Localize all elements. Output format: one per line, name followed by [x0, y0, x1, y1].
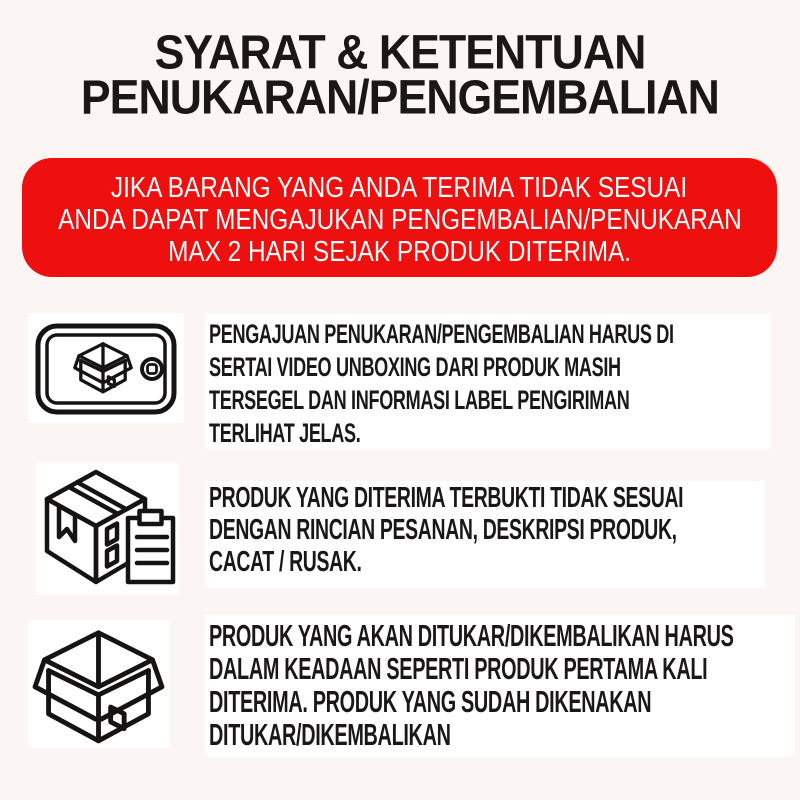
- rule-text-2: [205, 481, 765, 588]
- rule-line: PRODUK YANG AKAN DITUKAR/DIKEMBALIKAN HARUS: [209, 618, 734, 653]
- rule-text-1: [205, 314, 771, 450]
- banner-line: ANDA DAPAT MENGAJUKAN PENGEMBALIAN/PENUKARAN: [57, 204, 742, 236]
- sealed-box-checklist-icon-svg: [36, 462, 179, 595]
- open-box-icon-svg: [28, 620, 170, 748]
- banner-line: JIKA BARANG YANG ANDA TERIMA TIDAK SESUAI: [111, 172, 688, 204]
- rule-line: CACAT / RUSAK.: [209, 546, 362, 578]
- rule-line: PENGAJUAN PENUKARAN/PENGEMBALIAN HARUS DI: [209, 319, 674, 349]
- title-line-2: PENUKARAN/PENGEMBALIAN: [80, 69, 720, 125]
- rule-line: DITUKAR/DIKEMBALIKAN: [209, 717, 451, 752]
- rule-line: PRODUK YANG DITERIMA TERBUKTI TIDAK SESUAI: [209, 482, 684, 514]
- rule-line: DENGAN RINCIAN PESANAN, DESKRIPSI PRODUK,: [209, 514, 677, 546]
- rule-line: DALAM KEADAAN SEPERTI PRODUK PERTAMA KALI: [209, 651, 708, 686]
- sealed-box-checklist-icon: [36, 462, 179, 595]
- notice-banner: [22, 158, 777, 277]
- open-box-icon: [28, 620, 170, 748]
- unboxing-video-icon: [28, 313, 184, 423]
- title-line-1: SYARAT & KETENTUAN: [154, 24, 646, 80]
- rule-line: DITERIMA. PRODUK YANG SUDAH DIKENAKAN: [209, 684, 652, 719]
- rule-line: SERTAI VIDEO UNBOXING DARI PRODUK MASIH: [209, 352, 621, 382]
- page-title: [0, 24, 800, 125]
- banner-line: MAX 2 HARI SEJAK PRODUK DITERIMA.: [168, 236, 631, 268]
- rule-text-3: [205, 615, 795, 757]
- unboxing-video-icon-svg: [28, 313, 184, 423]
- rule-line: TERLIHAT JELAS.: [209, 418, 361, 448]
- rule-line: TERSEGEL DAN INFORMASI LABEL PENGIRIMAN: [209, 385, 630, 415]
